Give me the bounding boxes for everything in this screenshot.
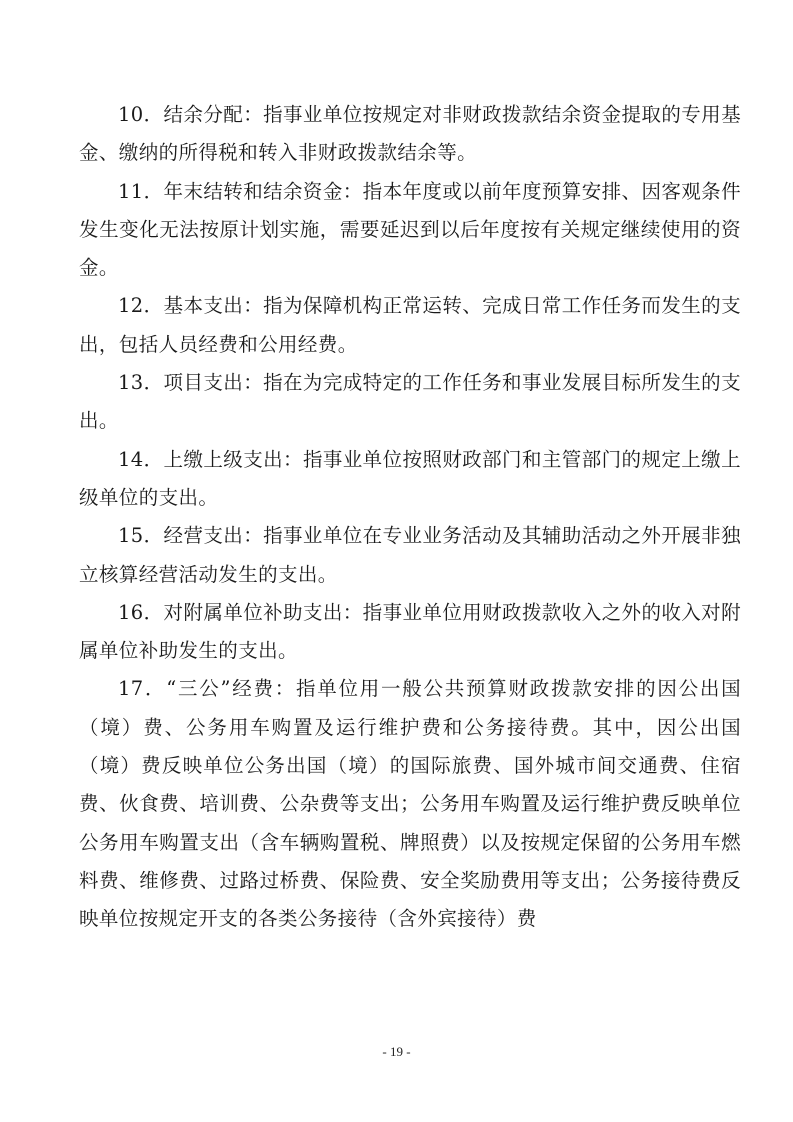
paragraph-16 xyxy=(79,594,741,671)
item-definition: 指为保障机构正常运转、完成日常工作任务而发生的支出，包括人员经费和公用经费。 xyxy=(79,294,741,356)
item-term: 年末结转和结余资金： xyxy=(163,179,363,203)
item-number: 17． xyxy=(118,677,167,701)
paragraph-17 xyxy=(79,670,741,938)
item-term: 对附属单位补助支出： xyxy=(163,600,363,624)
item-number: 10． xyxy=(118,103,164,126)
item-definition: 指事业单位在专业业务活动及其辅助活动之外开展非独立核算经营活动发生的支出。 xyxy=(79,524,741,586)
item-definition: 指事业单位按规定对非财政拨款结余资金提取的专用基金、缴纳的所得税和转入非财政拨款结余等。 xyxy=(79,103,741,165)
paragraph-12 xyxy=(79,287,741,364)
item-definition: 指本年度或以前年度预算安排、因客观条件发生变化无法按原计划实施，需要延迟到以后年度按有关规定继续使用的资金。 xyxy=(79,179,741,280)
item-definition: 指在为完成特定的工作任务和事业发展目标所发生的支出。 xyxy=(79,371,741,433)
paragraph-14 xyxy=(79,441,741,518)
item-term: 基本支出： xyxy=(163,294,264,318)
page-number: - 19 - xyxy=(382,1044,411,1059)
paragraph-13 xyxy=(79,364,741,441)
item-definition: 指单位用一般公共预算财政拨款安排的因公出国（境）费、公务用车购置及运行维护费和公务接待费。其中，因公出国（境）费反映单位公务出国（境）的国际旅费、国外城市间交通费、住宿费、伙食费、培训费、公杂费等支出；公务用车购置及运行维护费反映单位公务用车购置支出（含车辆购置税、牌照费）以及按规定保留的公务用车燃料费、维修费、过路过桥费、保险费、安全奖励费用等支出；公务接待费反映单位按规定开支的各类公务接待（含外宾接待）费 xyxy=(79,677,741,931)
item-number: 11． xyxy=(118,179,164,203)
item-definition: 指事业单位按照财政部门和主管部门的规定上缴上级单位的支出。 xyxy=(79,447,741,509)
item-term: 项目支出： xyxy=(163,371,264,395)
item-number: 16． xyxy=(118,600,164,624)
item-term: 上缴上级支出： xyxy=(163,447,303,471)
item-number: 12． xyxy=(118,294,164,318)
item-term: “三公”经费： xyxy=(166,677,296,701)
item-term: 经营支出： xyxy=(163,524,264,548)
item-number: 14． xyxy=(118,447,164,471)
item-definition: 指事业单位用财政拨款收入之外的收入对附属单位补助发生的支出。 xyxy=(79,600,741,663)
paragraph-11 xyxy=(79,173,741,288)
item-number: 13． xyxy=(118,371,164,395)
item-number: 15． xyxy=(118,524,164,548)
item-term: 结余分配： xyxy=(163,103,264,126)
paragraph-15 xyxy=(79,517,741,594)
document-body xyxy=(79,96,741,939)
paragraph-10 xyxy=(79,96,741,173)
